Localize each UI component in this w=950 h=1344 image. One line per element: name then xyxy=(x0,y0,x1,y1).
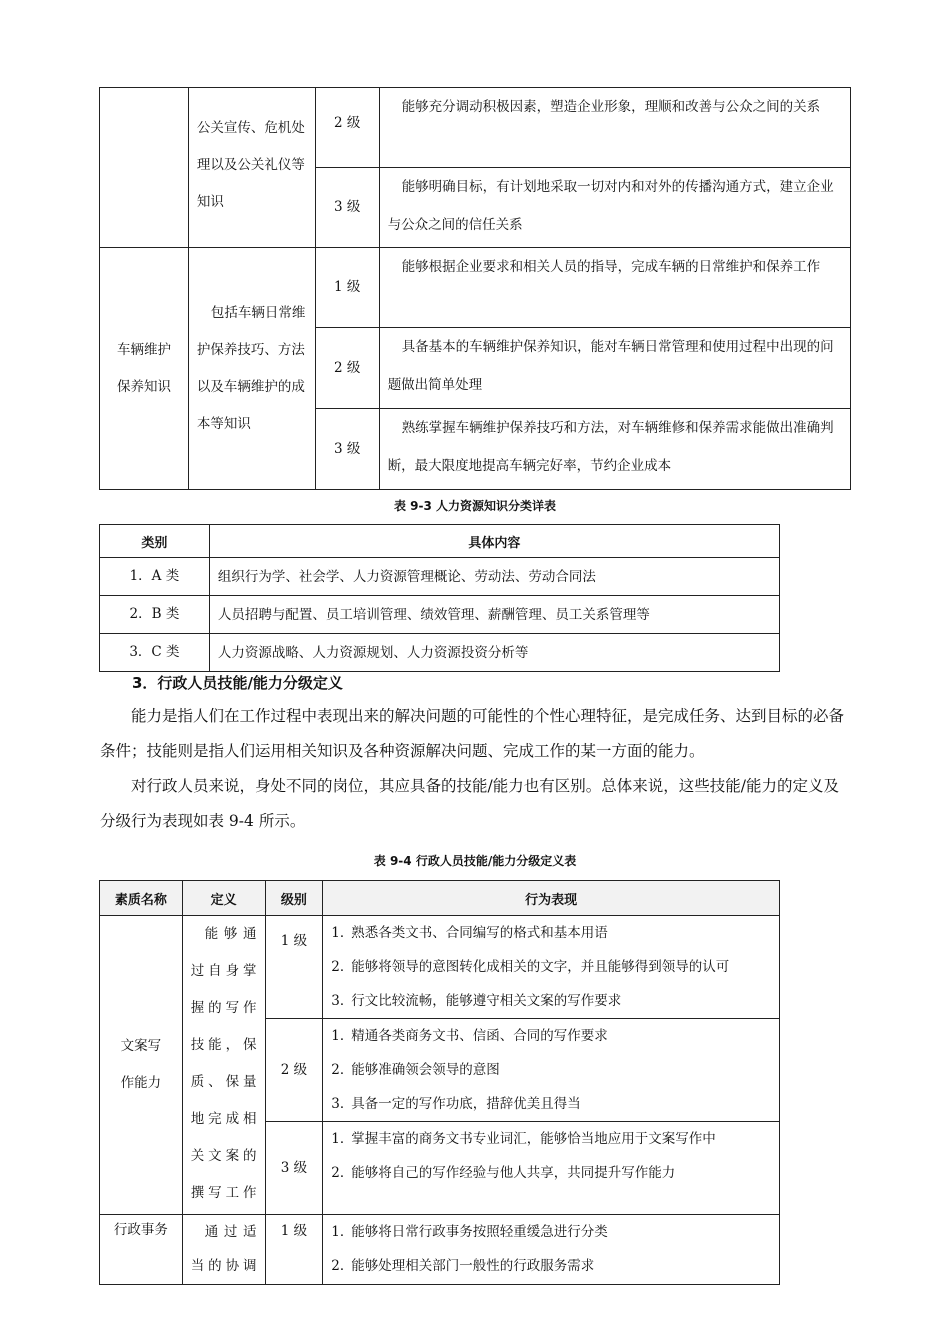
behavior-list xyxy=(323,1215,780,1285)
list-item: 1．能够将日常行政事务按照轻重缓急进行分类 xyxy=(331,1224,608,1240)
behavior-list xyxy=(323,1019,780,1122)
category-cell: 1．A 类 xyxy=(100,558,210,596)
list-item: 3．行文比较流畅，能够遵守相关文案的写作要求 xyxy=(331,993,622,1009)
competency-name: 行政事务 xyxy=(100,1215,183,1285)
list-item: 3．具备一定的写作功底，措辞优美且得当 xyxy=(331,1096,581,1112)
table-caption: 表 9-4 行政人员技能/能力分级定义表 xyxy=(373,854,577,868)
body-paragraph: 能力是指人们在工作过程中表现出来的解决问题的可能性的个性心理特征，是完成任务、达到目标的必备条件；技能则是指人们运用相关知识及各种资源解决问题、完成工作的某一方面的能力。 xyxy=(100,707,845,760)
list-item: 1．掌握丰富的商务文书专业词汇，能够恰当地应用于文案写作中 xyxy=(331,1131,716,1147)
content-cell: 人力资源战略、人力资源规划、人力资源投资分析等 xyxy=(209,634,779,672)
list-item: 2．能够准确领会领导的意图 xyxy=(331,1062,500,1078)
level-description: 能够明确目标，有计划地采取一切对内和对外的传播沟通方式，建立企业与公众之间的信任关系 xyxy=(379,168,850,248)
column-header: 级别 xyxy=(265,881,323,916)
knowledge-cell: 公关宣传、危机处理以及公关礼仪等知识 xyxy=(188,88,315,248)
competency-name: 文案写作能力 xyxy=(100,916,183,1215)
knowledge-level-table-continued xyxy=(99,87,851,490)
behavior-list xyxy=(323,916,780,1019)
column-header: 类别 xyxy=(100,525,210,558)
level-description: 具备基本的车辆维护保养知识，能对车辆日常管理和使用过程中出现的问题做出简单处理 xyxy=(379,328,850,409)
level-cell: 1 级 xyxy=(265,1215,323,1285)
competency-level-table xyxy=(99,880,780,1285)
table-caption: 表 9-3 人力资源知识分类详表 xyxy=(393,499,557,513)
category-cell: 3．C 类 xyxy=(100,634,210,672)
level-cell: 3 级 xyxy=(315,409,379,490)
column-header: 行为表现 xyxy=(323,881,780,916)
level-description: 能够充分调动积极因素，塑造企业形象，理顺和改善与公众之间的关系 xyxy=(379,88,850,168)
column-header: 素质名称 xyxy=(100,881,183,916)
level-cell: 3 级 xyxy=(315,168,379,248)
body-paragraph: 对行政人员来说，身处不同的岗位，其应具备的技能/能力也有区别。总体来说，这些技能/能力的定义及分级行为表现如表 9-4 所示。 xyxy=(100,777,839,830)
level-description: 熟练掌握车辆维护保养技巧和方法，对车辆维修和保养需求能做出准确判断，最大限度地提高车辆完好率，节约企业成本 xyxy=(379,409,850,490)
level-description: 能够根据企业要求和相关人员的指导，完成车辆的日常维护和保养工作 xyxy=(379,248,850,328)
list-item: 2．能够将领导的意图转化成相关的文字，并且能够得到领导的认可 xyxy=(331,959,730,975)
column-header: 定义 xyxy=(182,881,265,916)
list-item: 2．能够将自己的写作经验与他人共享，共同提升写作能力 xyxy=(331,1165,676,1181)
category-cell xyxy=(100,88,189,248)
competency-definition: 通过适当的协调 xyxy=(182,1215,265,1285)
level-cell: 1 级 xyxy=(315,248,379,328)
content-cell: 组织行为学、社会学、人力资源管理概论、劳动法、劳动合同法 xyxy=(209,558,779,596)
content-cell: 人员招聘与配置、员工培训管理、绩效管理、薪酬管理、员工关系管理等 xyxy=(209,596,779,634)
category-cell: 车辆维护保养知识 xyxy=(100,248,189,490)
level-cell: 3 级 xyxy=(265,1122,323,1215)
knowledge-cell: 包括车辆日常维护保养技巧、方法以及车辆维护的成本等知识 xyxy=(188,248,315,490)
section-heading: 3．行政人员技能/能力分级定义 xyxy=(132,674,343,692)
category-cell: 2．B 类 xyxy=(100,596,210,634)
list-item: 1．熟悉各类文书、合同编写的格式和基本用语 xyxy=(331,925,608,941)
list-item: 2．能够处理相关部门一般性的行政服务需求 xyxy=(331,1258,595,1274)
hr-knowledge-table xyxy=(99,524,780,672)
column-header: 具体内容 xyxy=(209,525,779,558)
level-cell: 1 级 xyxy=(265,916,323,1019)
level-cell: 2 级 xyxy=(315,328,379,409)
competency-definition: 能够通过自身掌握的写作技能，保质、保量地完成相关文案的撰写工作 xyxy=(182,916,265,1215)
level-cell: 2 级 xyxy=(315,88,379,168)
level-cell: 2 级 xyxy=(265,1019,323,1122)
behavior-list xyxy=(323,1122,780,1215)
list-item: 1．精通各类商务文书、信函、合同的写作要求 xyxy=(331,1028,608,1044)
